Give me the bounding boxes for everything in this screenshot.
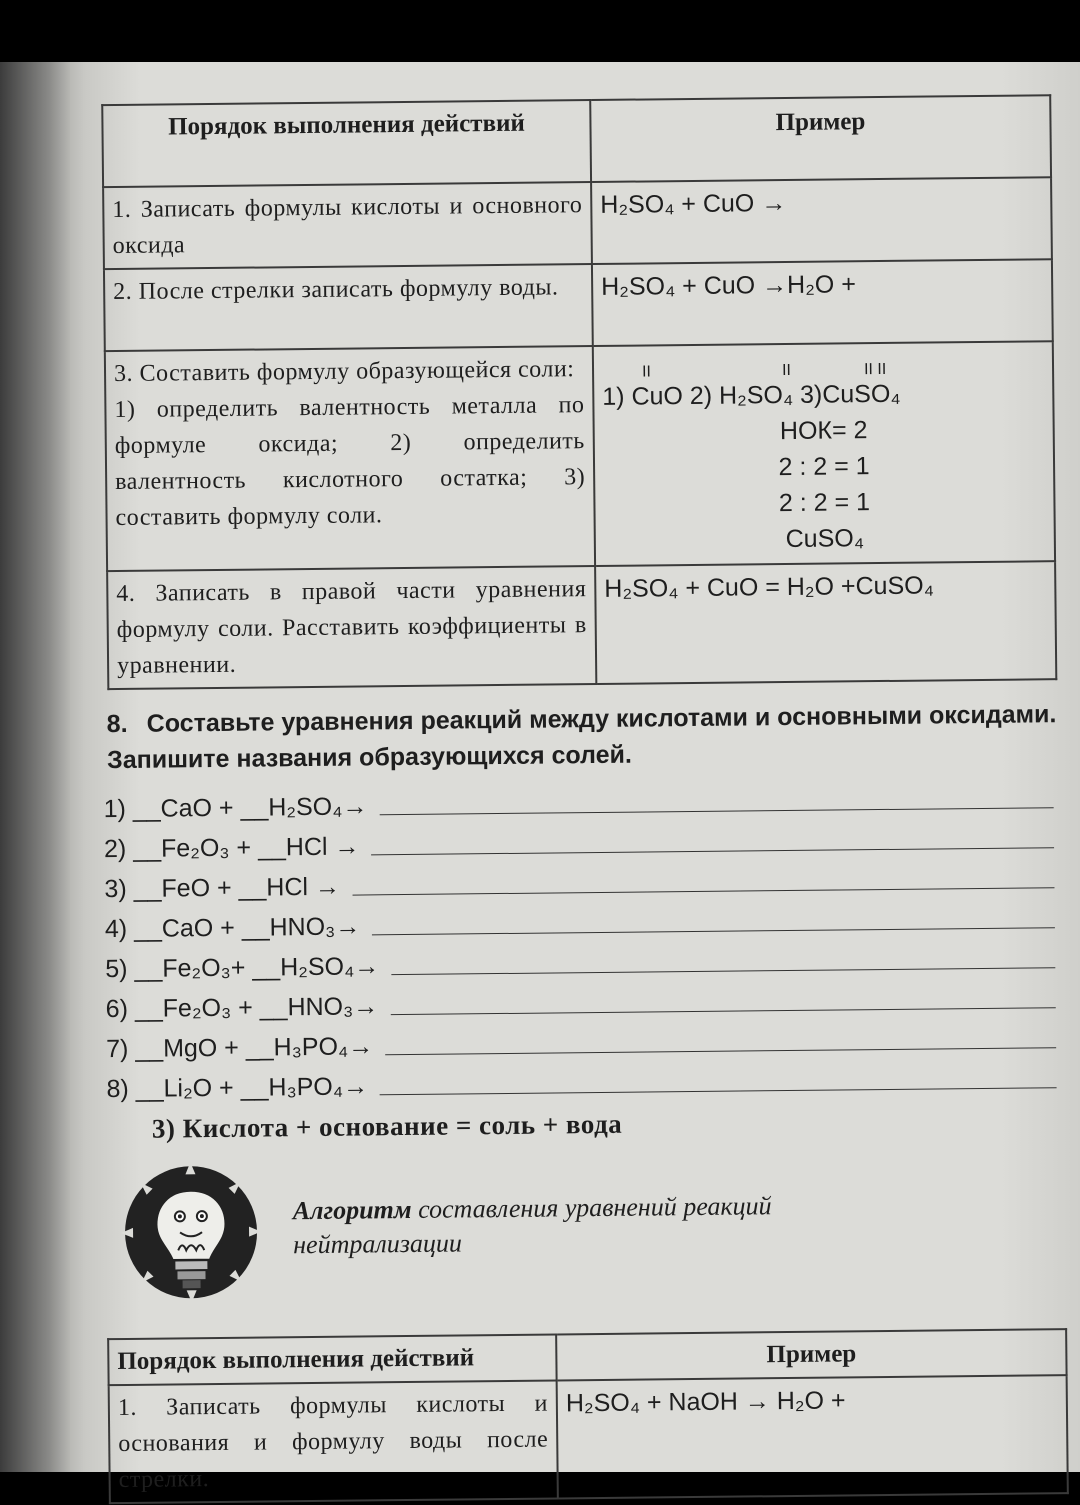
valence-cu: II (641, 363, 652, 381)
section-title: 3) Кислота + основание = соль + вода (151, 1108, 623, 1144)
answer-line[interactable] (380, 1086, 1057, 1095)
table-header-row (102, 95, 1051, 187)
step-3-text (105, 346, 595, 571)
valence-cuso4: II II (863, 360, 887, 379)
answer-line[interactable] (372, 926, 1055, 935)
answer-line[interactable] (390, 1006, 1055, 1015)
formula-steps: 1) CuO 2) H₂SO₄ 3)CuSO₄ (602, 379, 901, 411)
index-line-1: 2 : 2 = 1 (778, 452, 870, 482)
table-row (109, 1375, 1068, 1503)
equation-text: 6) __Fe₂O₃ + __HNO₃→ (105, 992, 379, 1024)
answer-line[interactable] (352, 886, 1054, 895)
step-1-example: H₂SO₄ + NaOH → H₂O + (557, 1375, 1068, 1498)
valence-so4: II (781, 361, 792, 380)
task-number: 8. (106, 709, 128, 739)
table-row (105, 341, 1055, 571)
answer-line[interactable] (391, 966, 1055, 975)
equation-text: 2) __Fe₂O₃ + __HCl → (103, 832, 360, 864)
answer-line[interactable] (371, 846, 1054, 855)
lightbulb-icon (115, 1159, 267, 1311)
answer-line[interactable] (379, 806, 1053, 815)
step-1-text: 1. Записать формулы кислоты и основного оксида (103, 182, 592, 269)
task-text: Составьте уравнения реакций между кислотами и основными оксидами. Запишите названия образующихся солей. (106, 700, 1057, 775)
step-3-example (593, 341, 1055, 566)
table-row (103, 177, 1052, 269)
header-right: Пример (556, 1329, 1066, 1380)
task-8 (107, 696, 1058, 778)
equation-text: 8) __Li₂O + __H₃PO₄→ (106, 1072, 369, 1104)
book-page (0, 62, 1080, 1494)
header-right: Пример (590, 95, 1051, 182)
table-row (107, 561, 1056, 689)
salt-formula: CuSO₄ (785, 524, 865, 554)
step-1-text: 1. Записать формулы кислоты и основания и формулу воды после стрелки. (109, 1380, 558, 1503)
step-2-example: H₂SO₄ + CuO →H₂O + (592, 259, 1053, 346)
equation-text: 1) __CaO + __H₂SO₄→ (103, 792, 368, 824)
page-content (0, 56, 1080, 1494)
algorithm-table-2 (107, 1328, 1069, 1504)
equation-text: 3) __FeO + __HCl → (104, 872, 341, 904)
valence-marks (602, 346, 1044, 379)
equation-text: 4) __CaO + __HNO₃→ (104, 912, 361, 944)
step-3-substeps: 1) определить валентность металла по формуле оксида; 2) определить валентность кислотного остатка; 3) составить формулу соли. (114, 392, 586, 532)
algorithm-bold: Алгоритм (292, 1194, 412, 1226)
step-4-text: 4. Записать в правой части уравнения формулу соли. Расставить коэффициенты в уравнении. (107, 566, 596, 689)
index-line-2: 2 : 2 = 1 (778, 488, 871, 518)
equation-text: 5) __Fe₂O₃+ __H₂SO₄→ (105, 952, 380, 984)
equation-text: 7) __MgO + __H₃PO₄→ (105, 1032, 374, 1064)
step-3-title: 3. Составить формулу образующейся соли: (113, 356, 575, 388)
algorithm-text: составления уравнений реакций нейтрализации (293, 1191, 772, 1260)
header-left: Порядок выполнения действий (102, 100, 591, 187)
table-row (104, 259, 1053, 351)
algorithm-heading (293, 1187, 944, 1262)
step-2-text: 2. После стрелки записать формулу воды. (104, 264, 593, 351)
equation-list (103, 774, 1056, 1104)
step-4-example: H₂SO₄ + CuO = H₂O +CuSO₄ (595, 561, 1056, 684)
answer-line[interactable] (385, 1046, 1056, 1055)
step-1-example: H₂SO₄ + CuO → (591, 177, 1052, 264)
algorithm-table-1 (101, 94, 1057, 690)
lcm-line: НОК= 2 (779, 416, 868, 446)
header-left: Порядок выполнения действий (108, 1334, 556, 1385)
